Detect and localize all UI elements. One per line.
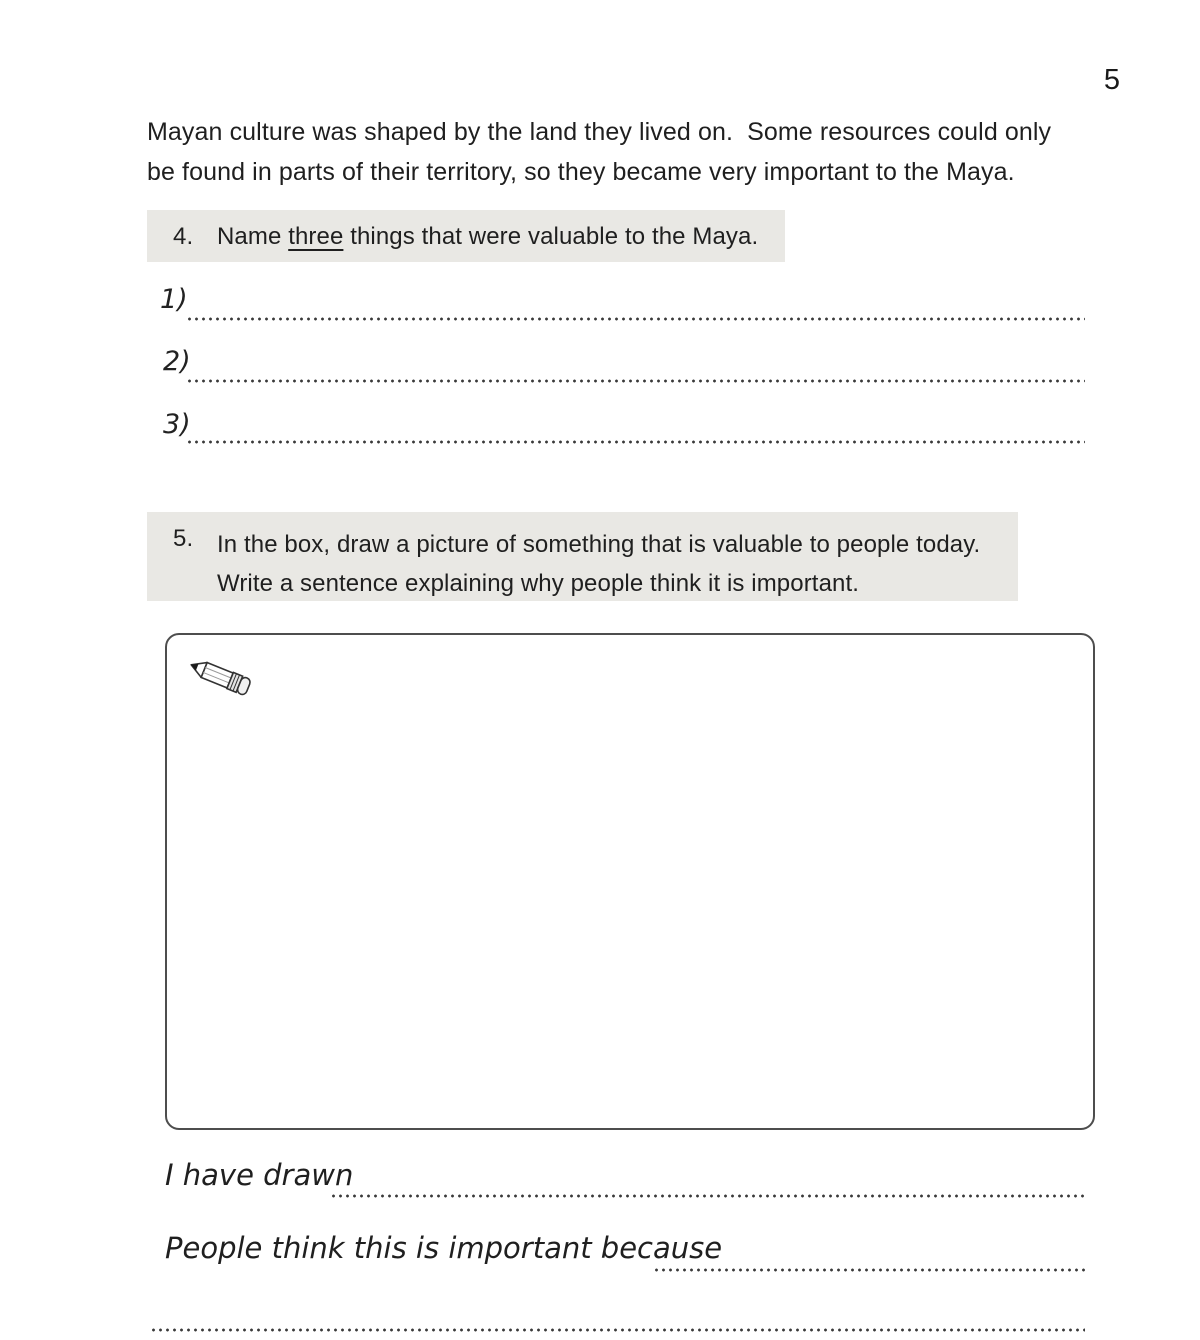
- pencil-icon: [185, 647, 253, 705]
- question-4-text-before: Name: [217, 223, 282, 250]
- continuation-line[interactable]: [152, 1328, 1085, 1332]
- drawing-box[interactable]: [165, 633, 1095, 1130]
- answer-1-line[interactable]: [188, 317, 1085, 321]
- i-have-drawn-prompt: I have drawn: [165, 1158, 354, 1192]
- question-5: [147, 512, 1018, 601]
- answer-2-label: 2): [163, 346, 191, 377]
- answer-3-line[interactable]: [188, 440, 1085, 444]
- i-have-drawn-line[interactable]: [332, 1194, 1085, 1198]
- answer-2-line[interactable]: [188, 379, 1085, 383]
- question-5-line-2: Write a sentence explaining why people think it is important.: [217, 570, 859, 597]
- question-4-underlined-word: three: [288, 223, 344, 250]
- intro-line-2: be found in parts of their territory, so they became very important to the Maya.: [147, 158, 1015, 186]
- question-4: [147, 210, 785, 262]
- answer-1-label: 1): [160, 284, 188, 315]
- question-4-text-after: things that were valuable to the Maya.: [350, 223, 759, 250]
- intro-paragraph: [147, 112, 1051, 192]
- question-5-text: [217, 525, 980, 603]
- people-think-line[interactable]: [655, 1268, 1085, 1272]
- page-number: 5: [1103, 64, 1120, 96]
- question-4-number: 4.: [173, 223, 194, 250]
- intro-line-1: Mayan culture was shaped by the land they lived on. Some resources could only: [147, 118, 1052, 146]
- people-think-prompt: People think this is important because: [165, 1231, 723, 1265]
- question-5-number: 5.: [173, 525, 194, 552]
- answer-3-label: 3): [163, 409, 191, 440]
- question-5-line-1: In the box, draw a picture of something that is valuable to people today.: [217, 531, 981, 558]
- question-4-text: [217, 223, 758, 251]
